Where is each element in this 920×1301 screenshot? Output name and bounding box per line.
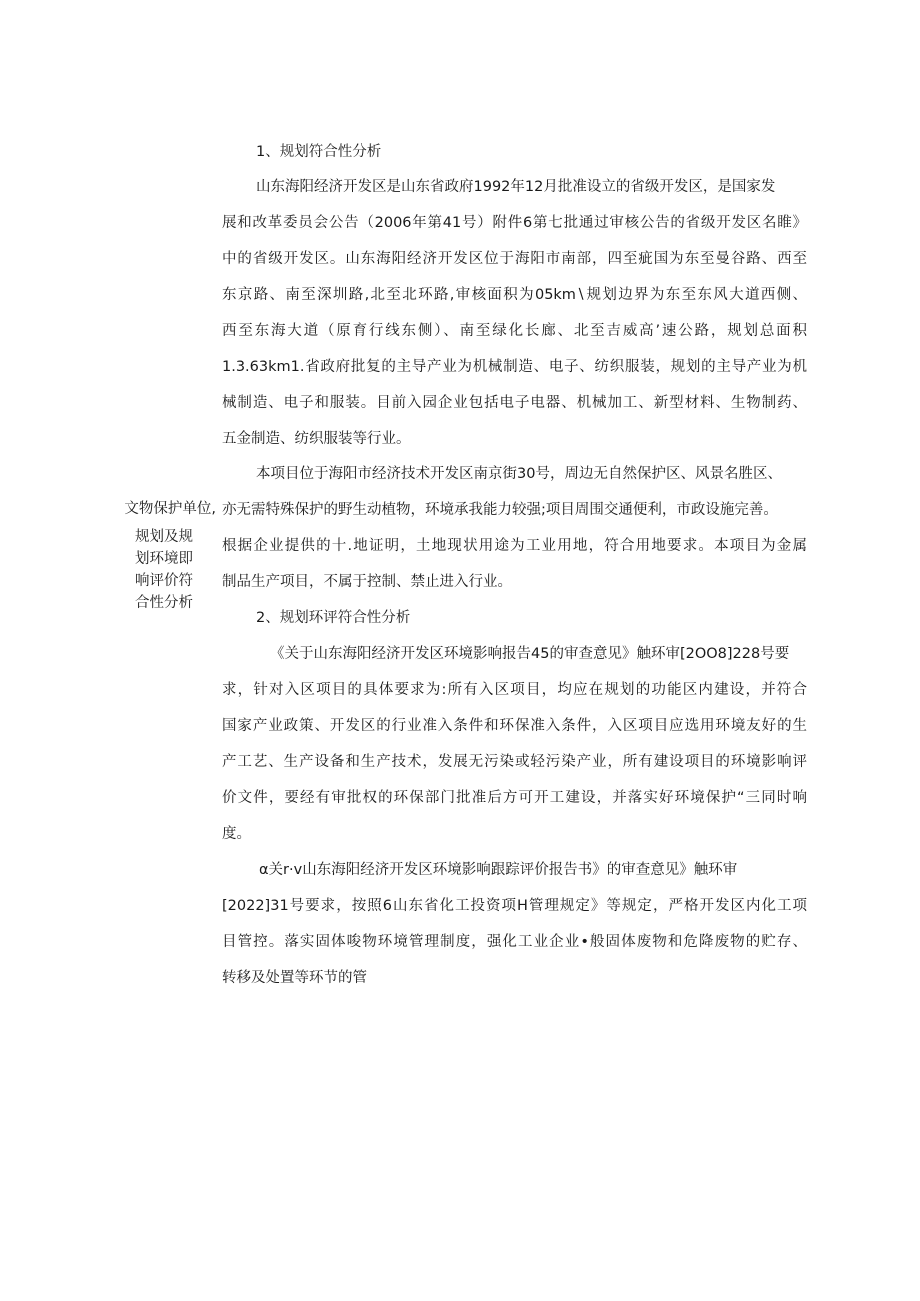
paragraph-line: [2022]31号要求，按照6山东省化工投资项H管理规定》等规定，严格开发区内化工项: [222, 898, 807, 914]
paragraph-line: 根据企业提供的十.地证明，土地现状用途为工业用地，符合用地要求。本项目为金属: [222, 538, 807, 554]
section-heading-1: 1、规划符合性分析: [256, 144, 382, 160]
paragraph-line: 展和改革委员会公告（2006年第41号）附件6第七批通过审核公告的省级开发区名睢》: [222, 215, 807, 231]
paragraph-line: 制品生产项目，不属于控制、禁止进入行业。: [222, 574, 512, 590]
paragraph-line: 西至东海大道（原育行线东侧）、南至绿化长廊、北至吉威高’速公路，规划总面积: [222, 323, 807, 339]
paragraph-line: 求，针对入区项目的具体要求为:所有入区项目，均应在规划的功能区内建设，并符合: [222, 682, 807, 698]
paragraph-line: α关r·v山东海阳经济开发区环境影响跟踪评价报告书》的审查意见》触环审: [259, 862, 738, 878]
paragraph-line: 《关于山东海阳经济开发区环境影响报告45的审查意见》触环审[2OO8]228号要: [270, 646, 790, 662]
section-heading-2: 2、规划环评符合性分析: [256, 610, 411, 626]
paragraph-line: 产工艺、生产设备和生产技术，发展无污染或轻污染产业，所有建设项目的环境影响评: [222, 754, 807, 770]
row-label-line-1: 文物保护单位,: [124, 501, 216, 517]
paragraph-line: 转移及处置等环节的管: [222, 970, 367, 986]
paragraph-line: 五金制造、纺织服装等行业。: [222, 431, 411, 447]
paragraph-line: 械制造、电子和服装。目前入园企业包括电子电器、机械加工、新型材料、生物制药、: [222, 395, 807, 411]
paragraph-line: 东京路、南至深圳路,北至北环路,审核面积为05km∖规划边界为东至东风大道西侧、: [222, 287, 807, 303]
paragraph-line: 本项目位于海阳市经济技术开发区南京街30号，周边无自然保护区、风景名胜区、: [256, 466, 782, 482]
row-label-line-4: 响评价符: [135, 573, 193, 589]
row-label-line-2: 规划及规: [135, 529, 193, 545]
paragraph-line: 山东海阳经济开发区是山东省政府1992年12月批准设立的省级开发区，是国家发: [256, 179, 776, 195]
paragraph-line: 价文件，要经有审批权的环保部门批准后方可开工建设，并落实好环境保护“三同时响: [222, 790, 807, 806]
paragraph-line: 亦无需特殊保护的野生动植物，环境承我能力较强;项目周围交通便利，市政设施完善。: [222, 502, 778, 518]
paragraph-line: 度。: [222, 826, 251, 842]
paragraph-line: 目管控。落实固体唆物环境管理制度，强化工业企业•般固体废物和危降废物的贮存、: [222, 934, 807, 950]
row-label-line-3: 划环境即: [135, 551, 193, 567]
row-label-body: [120, 526, 208, 614]
paragraph-line: 1.3.63km1.省政府批复的主导产业为机械制造、电子、纺织服装，规划的主导产业为机: [222, 359, 807, 375]
paragraph-line: 国家产业政策、开发区的行业准入条件和环保准入条件，入区项目应选用环境友好的生: [222, 718, 807, 734]
row-label-line-5: 合性分析: [135, 595, 193, 611]
paragraph-line: 中的省级开发区。山东海阳经济开发区位于海阳市南部，四至疵国为东至曼谷路、西至: [222, 251, 807, 267]
